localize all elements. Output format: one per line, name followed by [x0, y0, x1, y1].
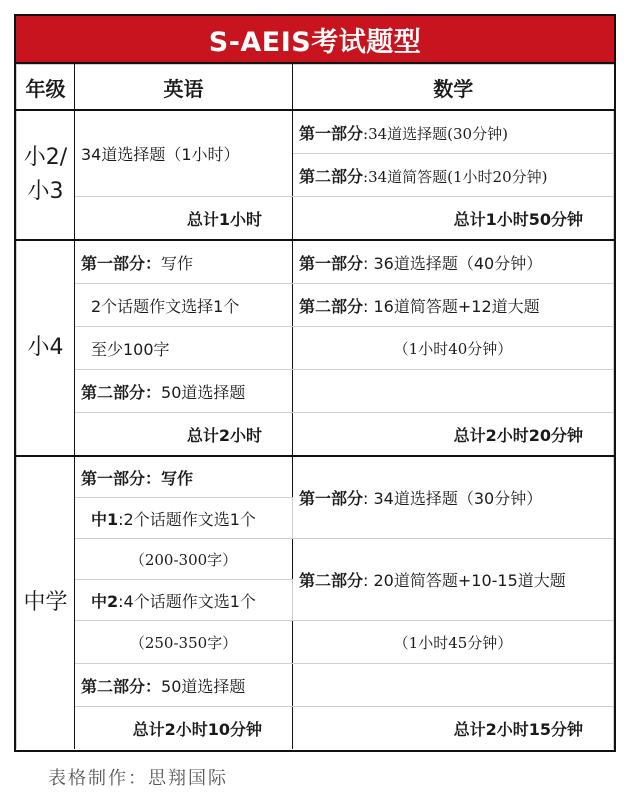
label: 第二部分： — [81, 382, 162, 402]
english-sec-part1: 第一部分：写作 — [75, 456, 293, 498]
english-p23-total: 总计1小时 — [75, 197, 293, 241]
english-sec-s1-words: （200-300字） — [75, 539, 293, 580]
footer-credit: 表格制作：思翔国际 — [48, 768, 228, 789]
text: : 34道选择题（30分钟） — [363, 489, 543, 508]
table-row — [17, 197, 614, 241]
math-sec-part2 — [293, 539, 614, 621]
math-p4-duration: （1小时40分钟） — [293, 327, 614, 370]
math-p4-part2 — [293, 284, 614, 327]
table-row — [17, 664, 614, 707]
label: 中2 — [91, 591, 119, 611]
table-row — [17, 240, 614, 284]
table-title: S-AEIS考试题型 — [16, 16, 614, 64]
label: 第二部分： — [81, 676, 162, 696]
english-sec-s2-words: （250-350字） — [75, 621, 293, 664]
label: 第一部分 — [299, 253, 364, 273]
header-row — [17, 65, 614, 111]
table-row — [17, 370, 614, 413]
english-p4-part1 — [75, 240, 293, 284]
label: 第一部分： — [81, 253, 162, 273]
label: 第一部分 — [299, 489, 364, 508]
text: : 36道选择题（40分钟） — [363, 253, 543, 273]
exam-table — [16, 64, 614, 749]
english-p4-line3: 至少100字 — [75, 327, 293, 370]
label: 第一部分 — [299, 123, 364, 143]
header-math: 数学 — [293, 65, 614, 111]
text: :2个话题作文选1个 — [118, 509, 256, 529]
math-sec-part1 — [293, 456, 614, 539]
math-p23-part1 — [293, 110, 614, 154]
text: 写作 — [161, 253, 194, 273]
math-p4-total: 总计2小时20分钟 — [293, 413, 614, 457]
label: 第二部分 — [299, 296, 364, 316]
math-p23-total: 总计1小时50分钟 — [293, 197, 614, 241]
table-row — [17, 539, 614, 580]
table-row — [17, 413, 614, 457]
label: 第二部分 — [299, 571, 364, 590]
text: 50道选择题 — [161, 382, 246, 402]
table-row — [17, 456, 614, 498]
text: :4个话题作文选1个 — [118, 591, 256, 611]
grade-p23: 小2/ 小3 — [17, 110, 75, 240]
math-sec-duration: （1小时45分钟） — [293, 621, 614, 664]
text: : 16道简答题+12道大题 — [363, 296, 540, 316]
english-p4-part2 — [75, 370, 293, 413]
text: :34道简答题(1小时20分钟) — [363, 167, 548, 186]
math-p4-part1 — [293, 240, 614, 284]
math-sec-total: 总计2小时15分钟 — [293, 707, 614, 750]
grade-secondary: 中学 — [17, 456, 75, 749]
english-p4-total: 总计2小时 — [75, 413, 293, 457]
table-row — [17, 621, 614, 664]
header-grade: 年级 — [17, 65, 75, 111]
math-sec-blank — [293, 664, 614, 707]
label: 中1 — [91, 509, 119, 529]
text: :34道选择题(30分钟) — [363, 124, 508, 143]
text: : 20道简答题+10-15道大题 — [363, 571, 566, 590]
english-sec-part2 — [75, 664, 293, 707]
math-p23-part2 — [293, 154, 614, 197]
math-p4-blank — [293, 370, 614, 413]
table-row — [17, 707, 614, 750]
grade-p4: 小4 — [17, 240, 75, 456]
english-p4-line2: 2个话题作文选择1个 — [75, 284, 293, 327]
text: 50道选择题 — [161, 676, 246, 696]
table-row — [17, 327, 614, 370]
english-sec-s2 — [75, 580, 293, 621]
exam-format-table — [14, 14, 616, 752]
label: 第二部分 — [299, 166, 364, 186]
header-english: 英语 — [75, 65, 293, 111]
english-p23-item: 34道选择题（1小时） — [75, 110, 293, 197]
table-row — [17, 284, 614, 327]
english-sec-s1 — [75, 498, 293, 539]
table-row — [17, 110, 614, 154]
english-sec-total: 总计2小时10分钟 — [75, 707, 293, 750]
